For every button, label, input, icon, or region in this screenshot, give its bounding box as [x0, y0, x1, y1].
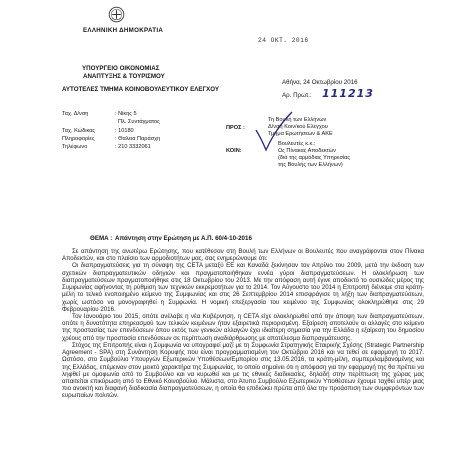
letter-body — [62, 248, 424, 400]
body-paragraph: Σε απάντηση της ανωτέρω Ερώτησης, που κατέθεσαν στη Βουλή των Ελλήνων οι Βουλευτές που αναγράφονται στον Πίνακα Αποδεκτών, και στο πλαίσιο των αρμοδιοτήτων μας, σας ενημερώνουμε ότι: — [62, 248, 424, 263]
cc-line-4: της Βουλής των Ελλήνων) — [278, 162, 343, 168]
greek-state-emblem-icon — [108, 6, 125, 23]
phone-label: Τηλέφωνο — [62, 144, 88, 150]
to-line-2: Δ/νση Κοιν/κού Ελέγχου — [268, 124, 328, 130]
zip-label: Ταχ. Κώδικας — [62, 128, 96, 134]
subject-label: ΘΕΜΑ : — [90, 235, 113, 242]
protocol-label: Αρ. Πρωτ.: — [282, 92, 312, 99]
body-paragraph: Τον Ιανουάριο του 2015, οπότε ανέλαβε η νέα Κυβέρνηση, η CETA είχε ολοκληρωθεί από την άποψη των διαπραγματεύσεων, οπότε η δυνατότητα επηρεασμού των τελικών κειμένων ήταν εξαιρετικά περιορισμένη. Εξαίρεση αποτελούν οι αλλαγές στο κείμενο της προστασίας των επενδύσεων όπου εκτός των γενικών αλλαγών έχει ιδιαίτερη σημασία για την Ελλάδα η εξαίρεση του δημοσίου χρέους από την προστασία επενδύσεων σε περίπτωση αναδιάρθρωσης με αποτέλεσμα διαπραγμάτευσης. — [62, 312, 424, 342]
address-value: : Νίκης 5 — [115, 111, 137, 117]
ministry-name-line1: ΥΠΟΥΡΓΕΙΟ ΟΙΚΟΝΟΜΙΑΣ — [82, 65, 160, 72]
cc-line-1: Βουλευτές κ.κ.: — [278, 141, 316, 147]
body-paragraph: Οι διαπραγματεύσεις για τη σύναψη της CETA μεταξύ ΕΕ και Καναδά ξεκίνησαν τον Απρίλιο του 2009, μετά την έκδοση των σχετικών διαπραγματευτικών οδηγιών και πραγματοποιήθηκαν εννέα γύροι διαπραγματεύσεων. Η ολοκλήρωση των διαπραγματεύσεων πραγματοποιήθηκε στις 18 Οκτωβρίου του 2013. Με την απόφαση αυτή έγινε αποδεκτό το ουσιώδες μέρος της Συμφωνίας αφήνοντας τη ρύθμιση των τεχνικών εκκρεμοτήτων για το 2014. Τον Αύγουστο του 2014 η Επιτροπή διένειμε στα κράτη-μέλη το τελικό ενοποιημένο κείμενο της Συμφωνίας και στις 26 Σεπτεμβρίου 2014 επισφράγισε τη λήξη των διαπραγματεύσεων, χωρίς ωστόσο να μονογραφηθεί η Συμφωνία. Η νομική επεξεργασία του κειμένου της Συμφωνίας ολοκληρώθηκε στις 29 Φεβρουαρίου 2016. — [62, 262, 424, 313]
subject-text: Απάντηση στην Ερώτηση με Α.Π. 60/4-10-2016 — [115, 235, 252, 242]
to-line-1: Τη Βουλή των Ελλήνων — [268, 117, 327, 123]
cc-line-2: Ως Πίνακας Αποδεκτών — [278, 148, 336, 154]
received-date-stamp: 24 ΟΚΤ. 2016 — [258, 37, 309, 44]
cc-label: ΚΟΙΝ: — [226, 148, 242, 154]
address-value-2: Πλ. Συντάγματος — [118, 119, 160, 125]
to-label: ΠΡΟΣ : — [226, 125, 245, 131]
body-paragraph: Στόχος της Επιτροπής είναι η Συμφωνία να υπογραφεί μαζί με τη Συμφωνία Στρατηγικής Εταιρικής Σχέσης (Strategic Partnership Agreement - SPA) στη Συνάντηση Κορυφής που είναι προγραμματισμένη τον Οκτώβριο 2016 και να τεθεί σε εφαρμογή το 2017. Ωστόσο, στο Συμβούλιο Υπουργών Εξωτερικών Υποθέσεων/Εμπορίου στις 13.05.2016, τα κράτη-μέλη, συμπεριλαμβανομένης και της Ελλάδας, επέμειναν στον μεικτό χαρακτήρα της Συμφωνίας, το οποίο σημαίνει ότι η απόφαση για την εφαρμογή της θα πρέπει να ληφθεί με ομοφωνία από το Συμβούλιο και να κυρωθεί και με τις εθνικές διαδικασίες, δηλαδή στην περίπτωση της χώρας μας απαιτείται επικύρωση από το Εθνικό Κοινοβούλιο. Μάλιστα, στο Άτυπο Συμβούλιο Εξωτερικών Υποθέσεων έχουμε ταχθεί υπέρ μιας πιο ανοικτή και διαφανή διαδικασία διαπραγματεύσεων, η οποία θα επιδιώκει πρώτα από όλα την προάσπιση των συμφερόντων των ευρωπαίων πολιτών. — [62, 341, 424, 400]
info-value: : Θαλεια Παράσχη — [115, 136, 161, 142]
cc-line-3: (διά της αρμόδιας Υπηρεσίας — [278, 155, 351, 161]
ministry-name-line2: ΑΝΑΠΤΥΞΗΣ & ΤΟΥΡΙΣΜΟΥ — [83, 73, 165, 80]
zip-value: : 10180 — [115, 128, 134, 134]
department-name: ΑΥΤΟΤΕΛΕΣ ΤΜΗΜΑ ΚΟΙΝΟΒΟΥΛΕΥΤΙΚΟΥ ΕΛΕΓΧΟΥ — [62, 86, 220, 93]
address-label: Ταχ. Δ/νση — [62, 111, 89, 117]
phone-value: : 210 3332061 — [115, 144, 151, 150]
issuing-state: ΕΛΛΗΝΙΚΗ ΔΗΜΟΚΡΑΤΙΑ — [83, 27, 164, 34]
info-label: Πληροφορίες — [62, 136, 95, 142]
protocol-number: 111213 — [322, 87, 374, 100]
document-date: Αθήνα, 24 Οκτωβρίου 2016 — [282, 79, 358, 86]
to-line-3: Τμήμα Ερωτήσεων & ΑΚΕ — [268, 131, 333, 137]
